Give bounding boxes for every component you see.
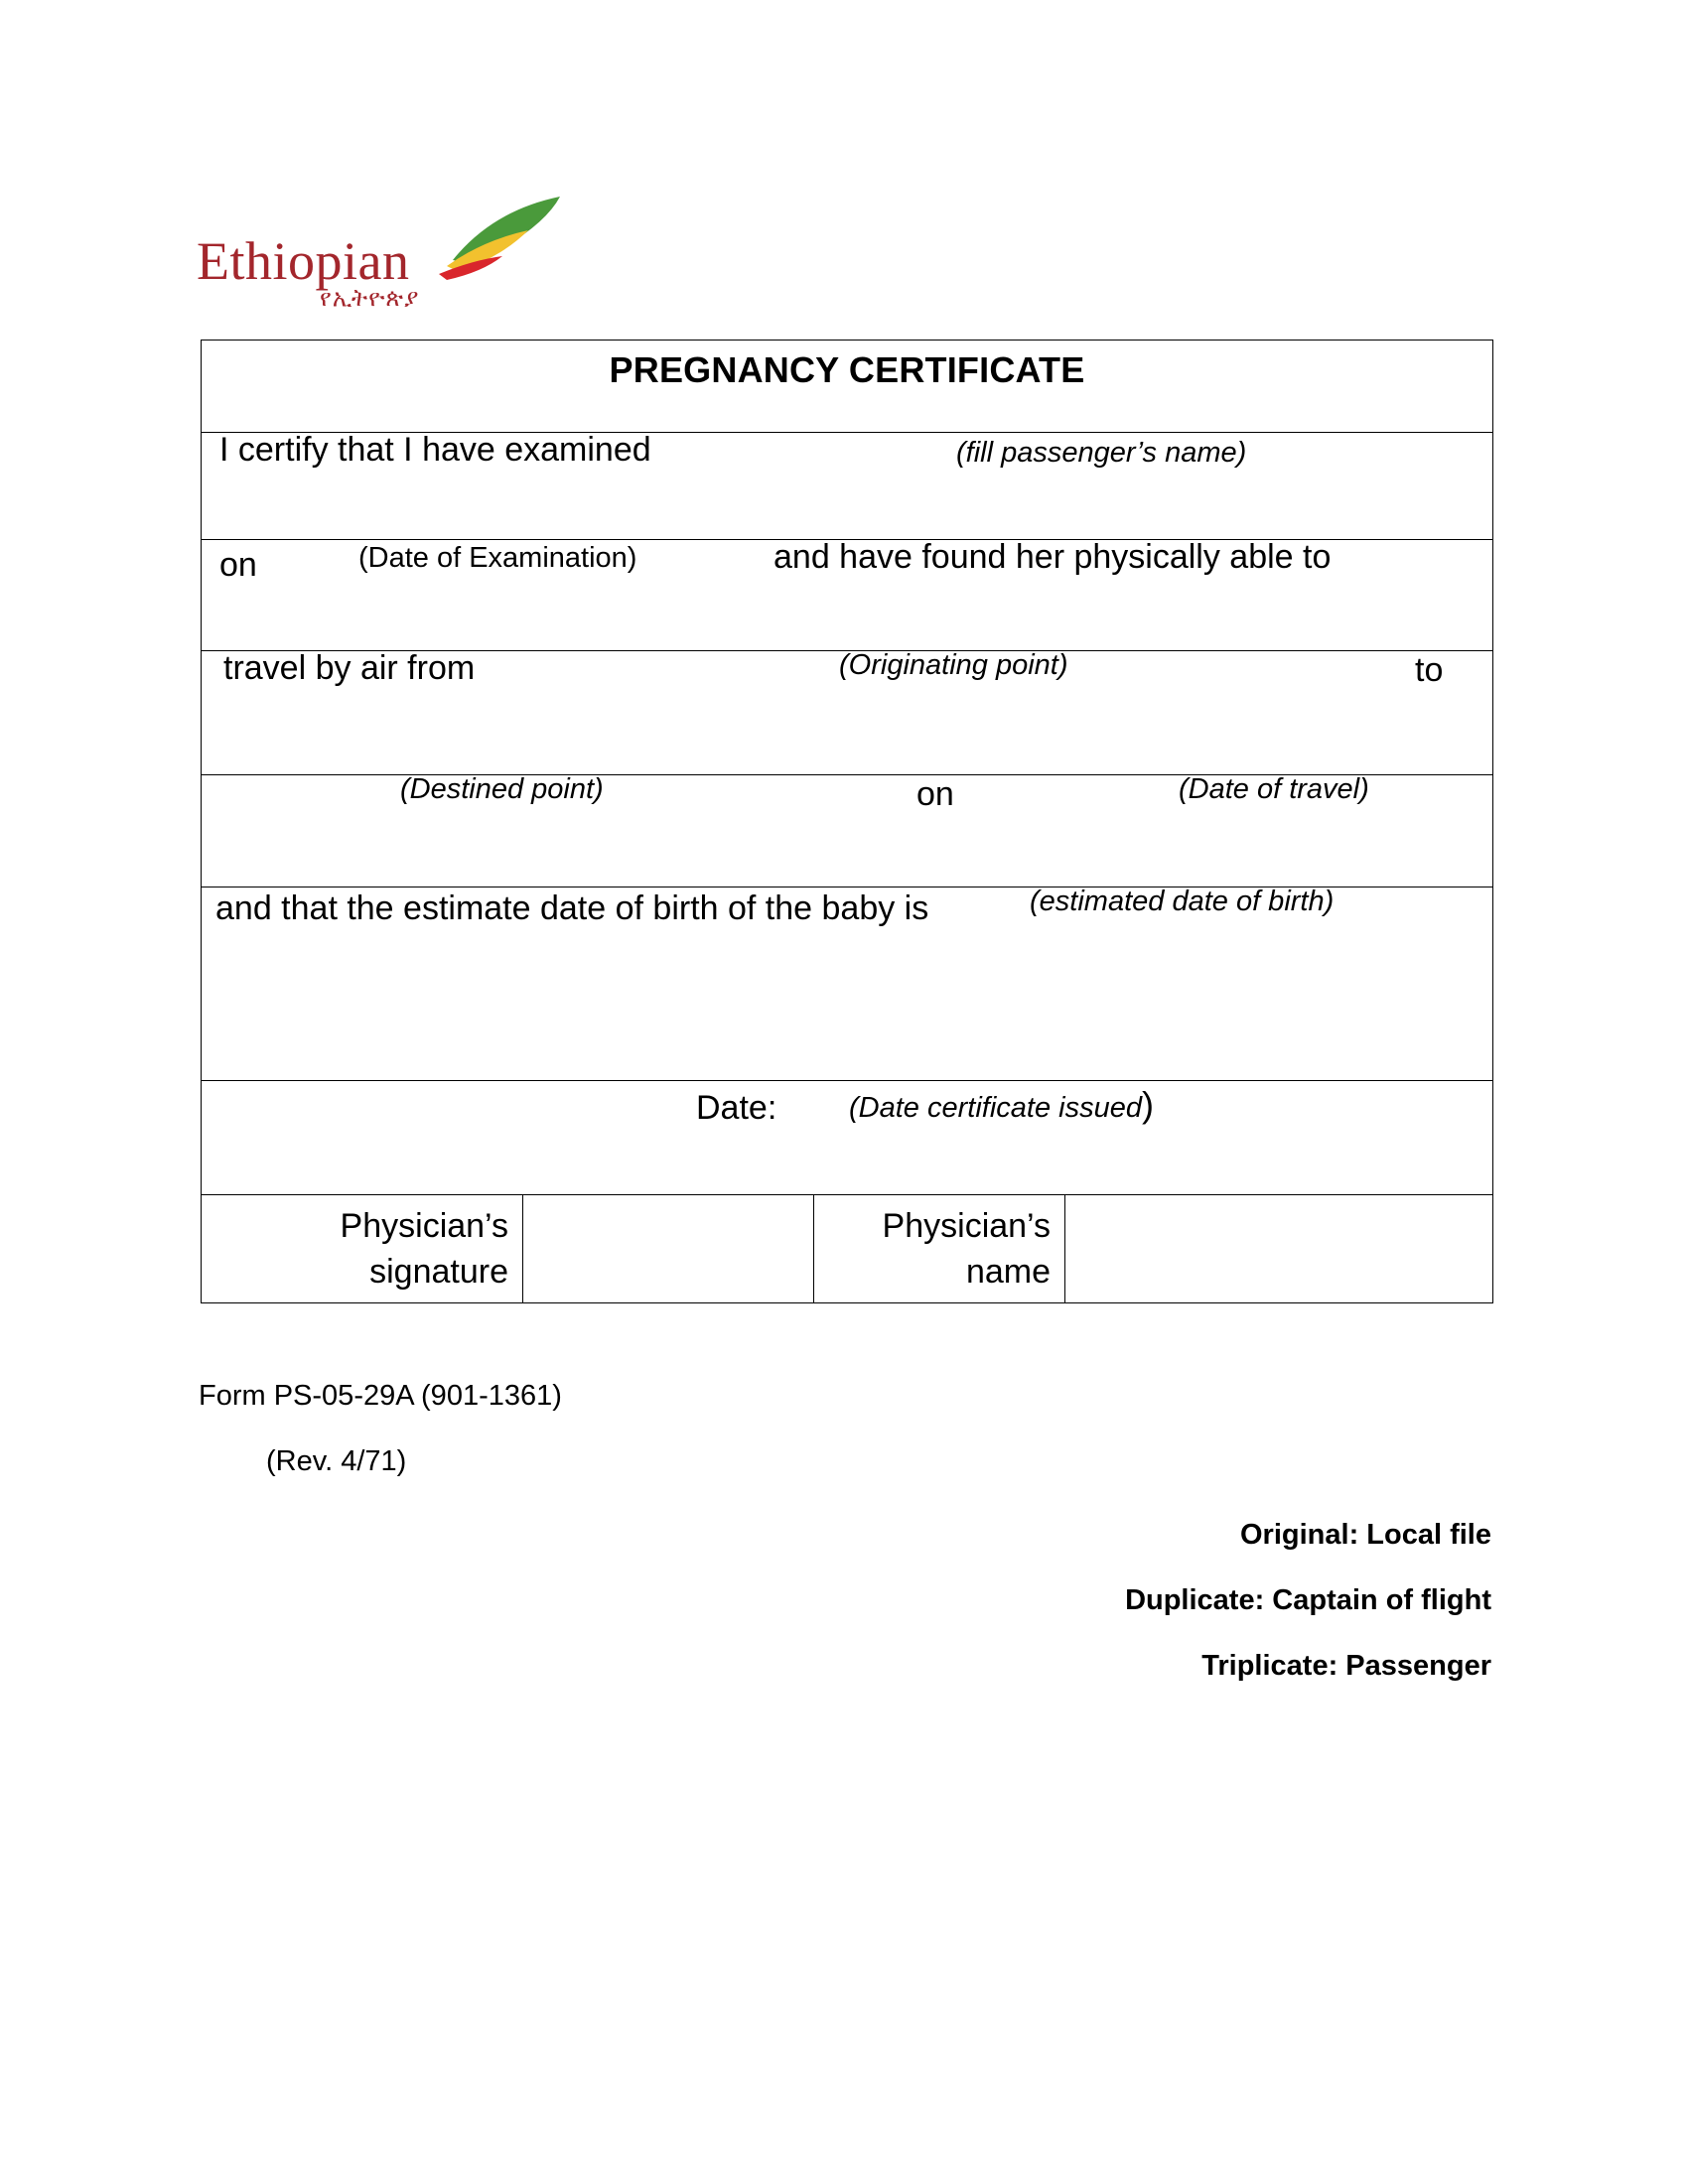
date-label: Date:	[696, 1089, 777, 1127]
distribution-original: Original: Local file	[1240, 1519, 1491, 1551]
wing-icon	[433, 191, 564, 282]
physician-row	[202, 1195, 1492, 1302]
to-text: to	[1415, 651, 1444, 689]
pregnancy-certificate-form	[201, 340, 1493, 1303]
on-text: on	[219, 546, 257, 584]
destined-point-hint: (Destined point)	[400, 773, 604, 805]
form-revision: (Rev. 4/71)	[266, 1445, 407, 1477]
examination-date-hint: (Date of Examination)	[358, 542, 637, 574]
estimated-birth-date-hint: (estimated date of birth)	[1030, 886, 1335, 917]
on-travel-text: on	[916, 775, 954, 813]
form-id: Form PS-05-29A (901-1361)	[199, 1380, 562, 1412]
distribution-triplicate: Triplicate: Passenger	[1201, 1650, 1491, 1682]
physician-name-label-cell	[814, 1195, 1065, 1302]
birth-date-text: and that the estimate date of birth of the baby is	[215, 889, 929, 927]
originating-point-row[interactable]	[202, 651, 1492, 775]
physically-able-text: and have found her physically able to	[774, 538, 1332, 576]
physician-signature-label: Physician’s signature	[340, 1207, 508, 1291]
issue-date-row[interactable]	[202, 1081, 1492, 1195]
destination-row[interactable]	[202, 775, 1492, 887]
travel-from-text: travel by air from	[223, 649, 476, 687]
passenger-name-row[interactable]	[202, 433, 1492, 540]
form-title: PREGNANCY CERTIFICATE	[609, 349, 1085, 390]
physician-signature-label-cell	[202, 1195, 523, 1302]
distribution-duplicate: Duplicate: Captain of flight	[1125, 1584, 1491, 1616]
logo-wordmark: Ethiopian	[197, 231, 410, 291]
physician-signature-field[interactable]	[523, 1195, 814, 1302]
logo-amharic-wordmark: የኢትዮጵያ	[320, 284, 420, 312]
certify-text: I certify that I have examined	[219, 431, 651, 469]
originating-point-hint: (Originating point)	[839, 649, 1068, 681]
birth-date-row[interactable]	[202, 887, 1492, 1081]
form-title-row	[202, 341, 1492, 433]
passenger-name-hint: (fill passenger’s name)	[956, 437, 1247, 469]
physician-name-label: Physician’s name	[882, 1207, 1051, 1291]
travel-date-hint: (Date of travel)	[1179, 773, 1369, 805]
physician-name-field[interactable]	[1065, 1195, 1492, 1302]
certificate-date-hint: (Date certificate issued)	[849, 1084, 1154, 1125]
examination-date-row[interactable]	[202, 540, 1492, 651]
ethiopian-logo	[197, 191, 564, 320]
